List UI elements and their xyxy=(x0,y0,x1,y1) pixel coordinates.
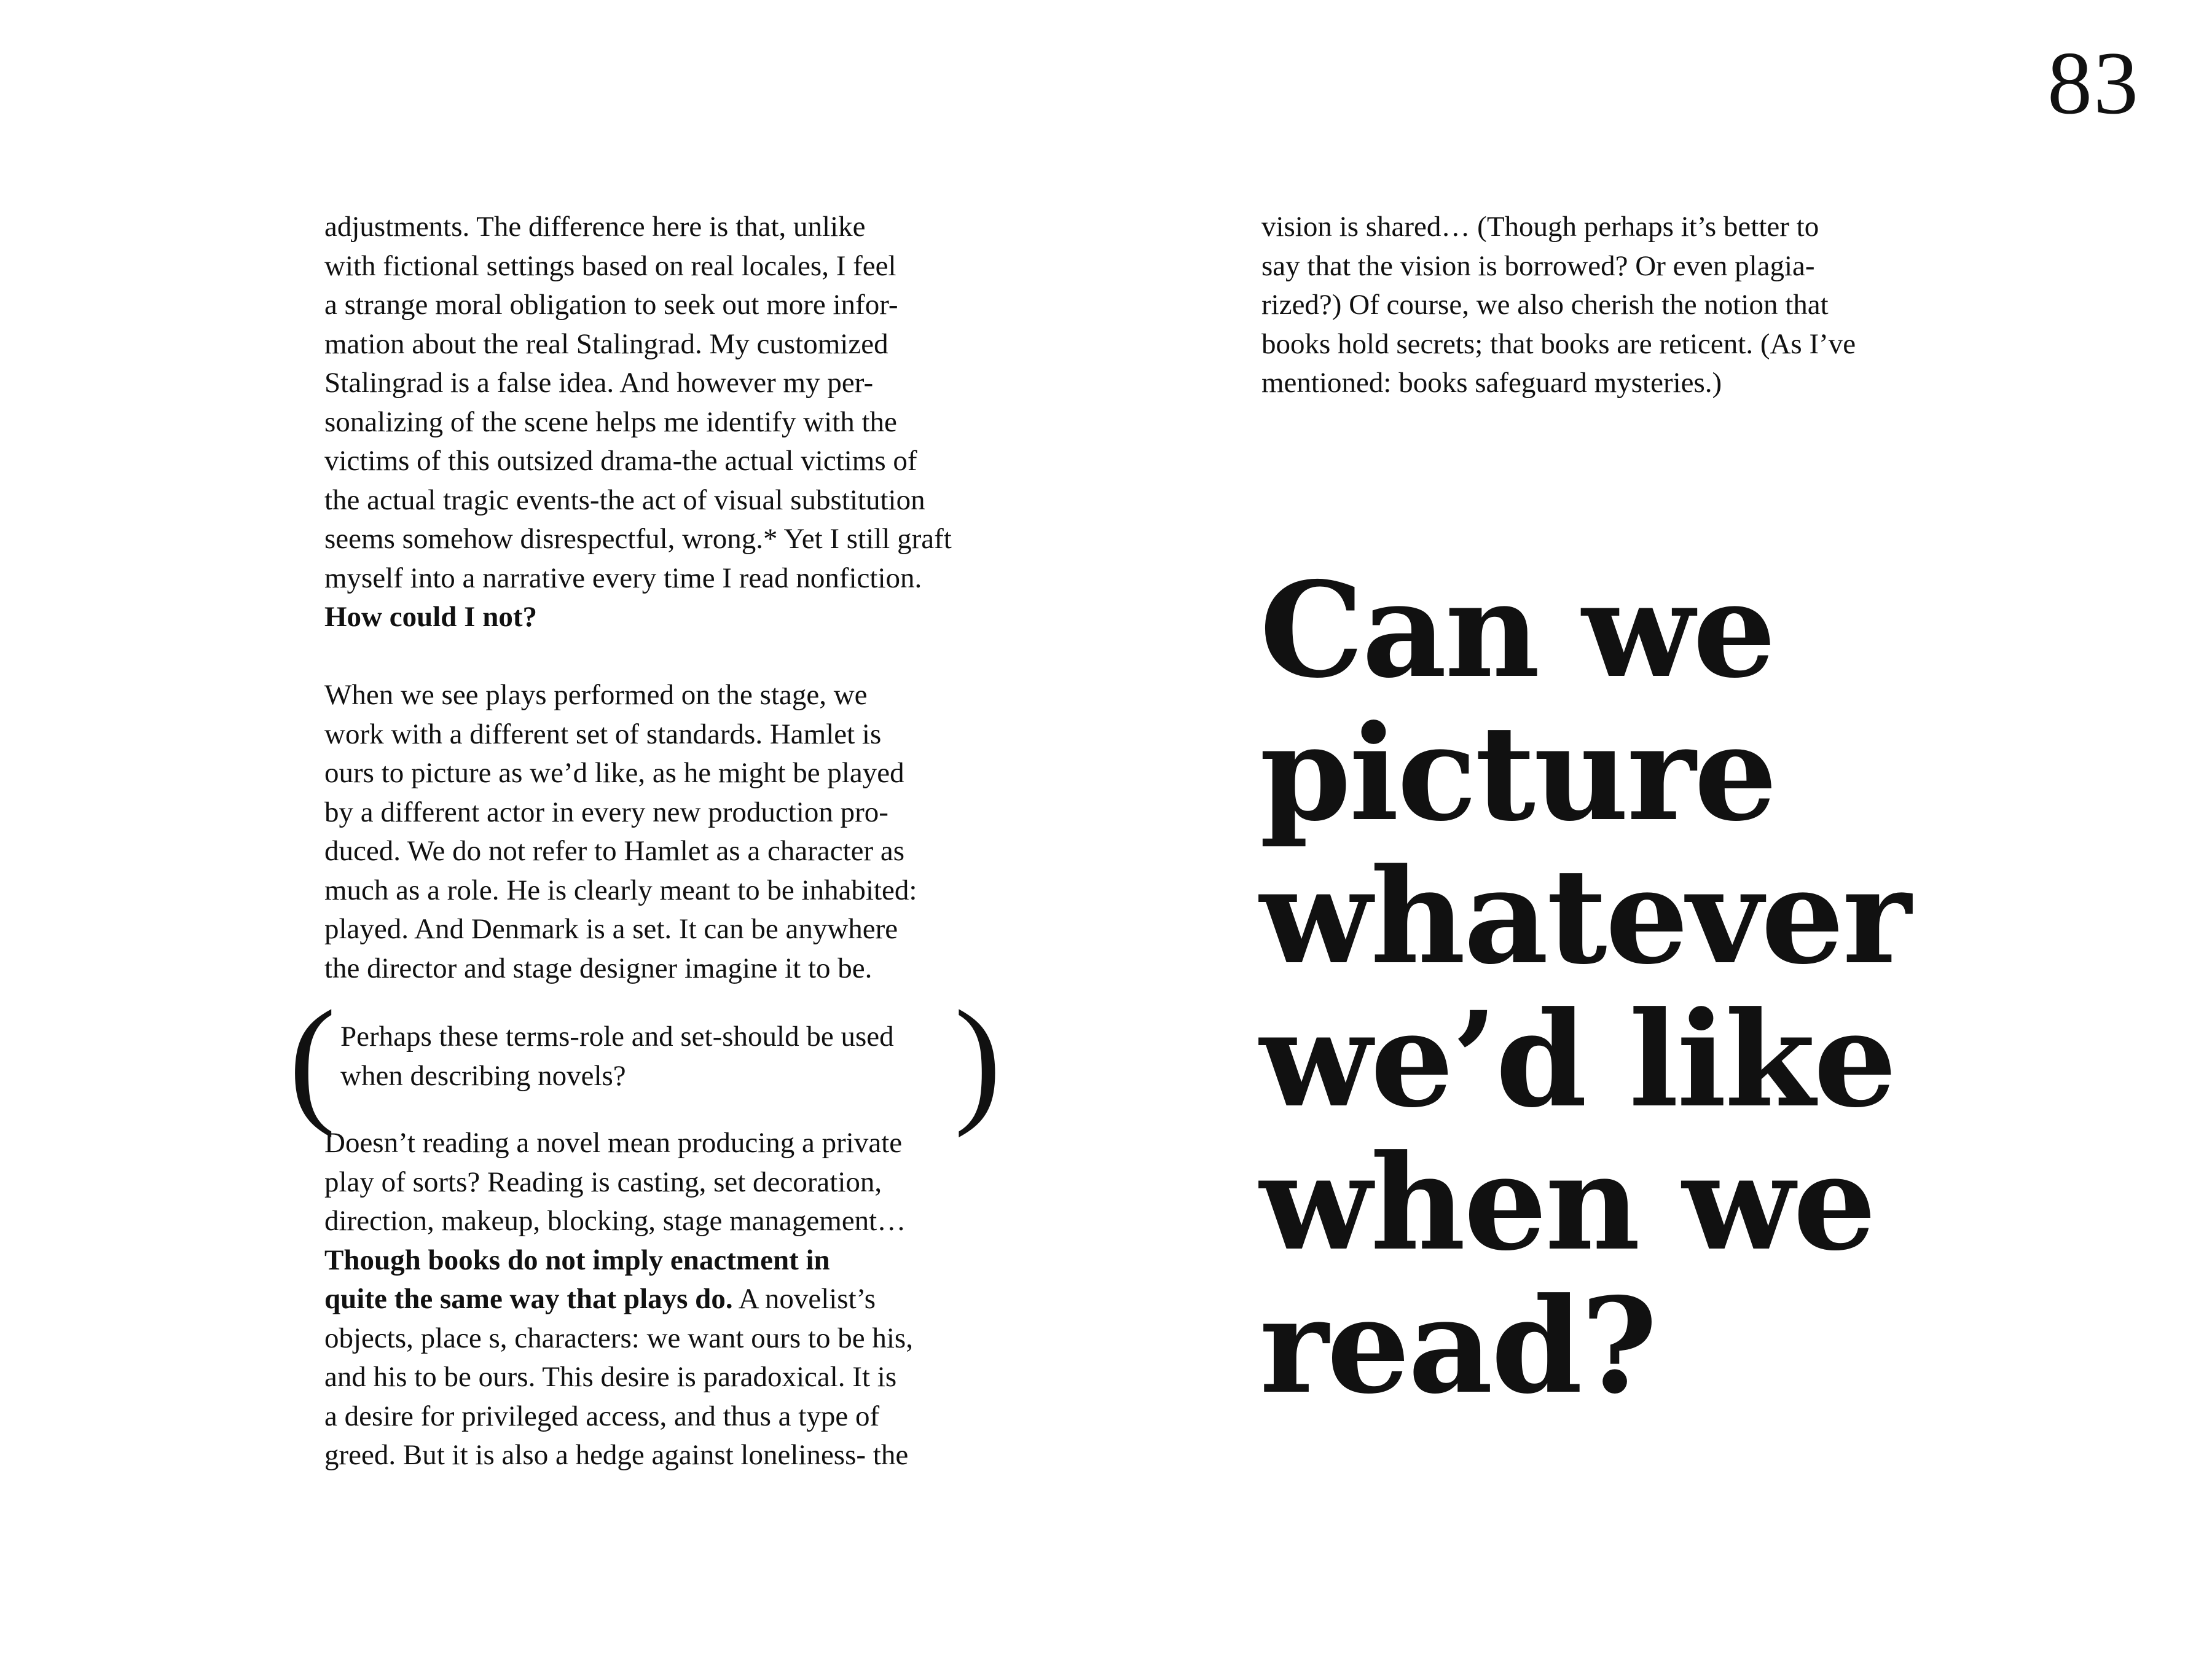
text-line: Doesn’t reading a novel mean producing a private xyxy=(324,1127,903,1159)
body-paragraph xyxy=(324,208,1025,637)
close-parenthesis: ) xyxy=(954,981,1002,1138)
body-paragraph xyxy=(324,676,1025,988)
text-line: Stalingrad is a false idea. And however my per- xyxy=(324,367,874,399)
text-line: ours to picture as we’d like, as he might be played xyxy=(324,757,904,789)
headline-line: Can we xyxy=(1260,554,1775,707)
text-line: play of sorts? Reading is casting, set decoration, xyxy=(324,1166,882,1198)
text-line: the director and stage designer imagine it to be. xyxy=(324,952,873,984)
text-line: greed. But it is also a hedge against loneliness- the xyxy=(324,1439,909,1471)
text-line: when describing novels? xyxy=(340,1059,626,1092)
text-line: vision is shared… (Though perhaps it’s better to xyxy=(1261,211,1819,243)
text-line: much as a role. He is clearly meant to be inhabited: xyxy=(324,874,917,906)
text-line: rized?) Of course, we also cherish the notion that xyxy=(1261,289,1829,321)
text-line: by a different actor in every new production pro- xyxy=(324,796,888,828)
headline-line: read? xyxy=(1260,1269,1656,1423)
parenthetical-aside xyxy=(289,981,1025,1138)
text-line: sonalizing of the scene helps me identify with the xyxy=(324,406,897,438)
text-line: adjustments. The difference here is that, unlike xyxy=(324,211,866,243)
text-tail: A novelist’s xyxy=(732,1283,876,1315)
text-line: objects, place s, characters: we want ours to be his, xyxy=(324,1322,913,1354)
text-line: work with a different set of standards. Hamlet is xyxy=(324,718,882,750)
aside-text xyxy=(340,1018,894,1096)
headline-line: whatever xyxy=(1260,840,1910,994)
text-line: direction, makeup, blocking, stage management… xyxy=(324,1205,906,1237)
mixed-text-line xyxy=(324,1280,1025,1319)
paragraph-spacer xyxy=(324,637,1025,677)
text-line: mation about the real Stalingrad. My customized xyxy=(324,327,888,360)
text-line: duced. We do not refer to Hamlet as a character as xyxy=(324,835,905,867)
text-line: Perhaps these terms-role and set-should be used xyxy=(340,1021,894,1053)
body-paragraph xyxy=(1261,208,1888,403)
pull-quote-headline xyxy=(1260,554,2169,1423)
right-text-column xyxy=(1261,208,1888,403)
page-number: 83 xyxy=(2047,33,2139,133)
text-line: with fictional settings based on real locales, I feel xyxy=(324,249,896,282)
body-paragraph xyxy=(324,1124,1025,1475)
headline-line: we’d like xyxy=(1260,983,1896,1137)
headline-line: when we xyxy=(1260,1126,1875,1280)
open-parenthesis: ( xyxy=(289,981,336,1138)
left-text-column xyxy=(289,208,1025,1475)
text-line: a desire for privileged access, and thus a type of xyxy=(324,1400,880,1432)
text-line: the actual tragic events-the act of visual substitution xyxy=(324,484,925,516)
text-line: say that the vision is borrowed? Or even plagia- xyxy=(1261,249,1815,282)
headline-line: picture xyxy=(1260,697,1776,850)
bold-question: How could I not? xyxy=(324,601,538,633)
bold-text-line: Though books do not imply enactment in xyxy=(324,1244,830,1276)
bold-text: quite the same way that plays do. xyxy=(324,1283,733,1315)
text-line: myself into a narrative every time I read nonfiction. xyxy=(324,562,922,594)
text-line: When we see plays performed on the stage, we xyxy=(324,679,868,711)
text-line: played. And Denmark is a set. It can be anywhere xyxy=(324,913,898,945)
text-line: victims of this outsized drama-the actual victims of xyxy=(324,445,917,477)
text-line: and his to be ours. This desire is paradoxical. It is xyxy=(324,1361,897,1393)
text-line: mentioned: books safeguard mysteries.) xyxy=(1261,367,1722,399)
text-line: books hold secrets; that books are reticent. (As I’ve xyxy=(1261,327,1856,360)
text-line: a strange moral obligation to seek out more infor- xyxy=(324,289,898,321)
text-line: seems somehow disrespectful, wrong.* Yet I still graft xyxy=(324,523,952,555)
